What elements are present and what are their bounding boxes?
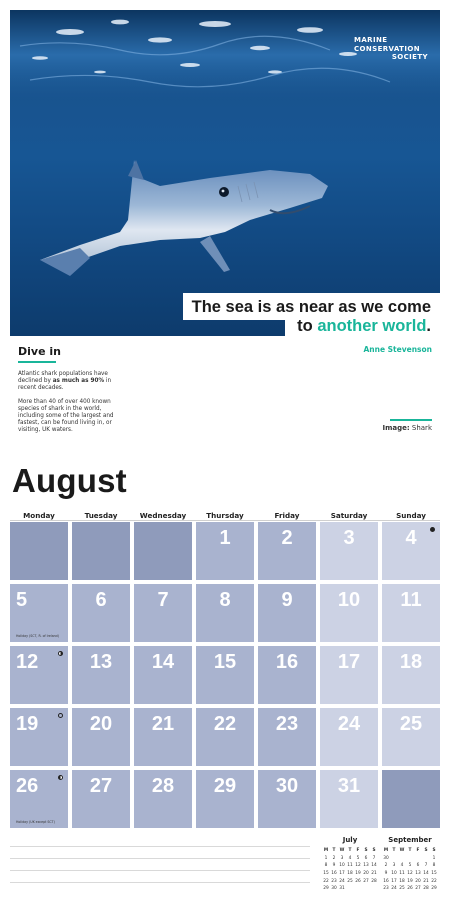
quote-line-2-end: .	[426, 317, 431, 335]
weekday-sunday: Sunday	[396, 511, 426, 520]
day-number: 3	[343, 527, 355, 549]
day-cell-31	[320, 770, 378, 828]
day-number: 11	[400, 589, 422, 611]
holiday-note: Holiday (SCT, R. of Ireland)	[16, 634, 59, 638]
day-cell-12	[10, 646, 68, 704]
new-moon-icon	[430, 527, 435, 532]
weekday-wednesday: Wednesday	[139, 511, 187, 520]
day-number: 16	[275, 651, 299, 673]
day-number: 2	[281, 527, 293, 549]
day-cell-19	[10, 708, 68, 766]
day-number: 28	[151, 775, 175, 797]
day-number: 14	[151, 651, 175, 673]
day-cell-11	[382, 584, 440, 642]
day-cell-14	[134, 646, 192, 704]
day-cell-13	[72, 646, 130, 704]
day-cell-29	[196, 770, 254, 828]
day-number: 13	[89, 651, 113, 673]
image-credit: Image: Shark	[382, 424, 432, 432]
day-cell-8	[196, 584, 254, 642]
day-number: 17	[337, 651, 361, 673]
day-cell-30	[258, 770, 316, 828]
month-title: August	[12, 462, 127, 499]
day-number: 19	[16, 713, 39, 735]
day-cell-7	[134, 584, 192, 642]
weekday-divider	[10, 520, 440, 521]
notes-line	[10, 882, 310, 883]
quote-author: Anne Stevenson	[363, 345, 432, 354]
day-number: 23	[275, 713, 299, 735]
day-number: 26	[16, 775, 39, 797]
weekday-saturday: Saturday	[330, 511, 368, 520]
dive-in-rule	[18, 361, 56, 363]
quote-line-2-start: to	[297, 317, 318, 335]
day-cell-18	[382, 646, 440, 704]
mini-calendar-title: July	[342, 836, 358, 844]
day-cell-1	[196, 522, 254, 580]
holiday-note: Holiday (UK except SCT)	[16, 820, 55, 824]
empty-day-cell	[382, 770, 440, 828]
day-cell-20	[72, 708, 130, 766]
day-cell-5	[10, 584, 68, 642]
mini-calendar-july	[322, 836, 378, 893]
day-number: 10	[337, 589, 361, 611]
day-number: 24	[337, 713, 361, 735]
marine-conservation-society-logo: MARINE CONSERVATION SOCIETY	[354, 36, 428, 61]
weekday-monday: Monday	[23, 511, 55, 520]
day-cell-15	[196, 646, 254, 704]
dive-in-title: Dive in	[18, 345, 61, 358]
day-number: 9	[281, 589, 293, 611]
day-cell-28	[134, 770, 192, 828]
day-cell-17	[320, 646, 378, 704]
day-number: 21	[151, 713, 175, 735]
day-cell-21	[134, 708, 192, 766]
day-number: 20	[89, 713, 113, 735]
day-cell-22	[196, 708, 254, 766]
weekday-friday: Friday	[274, 511, 300, 520]
dive-in-paragraph-2: More than 40 of over 400 known species of shark in the world, including some of the largest and fastest, can be found living in, or visiting, UK waters.	[18, 398, 114, 434]
first-quarter-icon	[58, 651, 63, 656]
day-number: 12	[16, 651, 39, 673]
day-number: 6	[95, 589, 107, 611]
day-number: 30	[275, 775, 299, 797]
dive-in-text	[18, 371, 118, 441]
last-quarter-icon	[58, 775, 63, 780]
day-cell-25	[382, 708, 440, 766]
shark-photo	[10, 10, 440, 336]
day-cell-6	[72, 584, 130, 642]
day-number: 5	[16, 589, 28, 611]
credit-rule	[390, 419, 432, 421]
day-cell-26	[10, 770, 68, 828]
quote-line-1: The sea is as near as we come	[183, 293, 440, 320]
day-number: 27	[89, 775, 113, 797]
weekday-thursday: Thursday	[206, 511, 244, 520]
notes-line	[10, 846, 310, 847]
day-number: 8	[219, 589, 231, 611]
full-moon-icon	[58, 713, 63, 718]
day-number: 15	[213, 651, 237, 673]
quote-highlight: another world	[317, 317, 427, 335]
empty-day-cell	[72, 522, 130, 580]
mini-calendar-table: M T W T F S S 1 2 3 4 5 6 7 8 9 10 11 12 13 14 15 16 17 18 19 20 21 22 23 24 25 26 27 28 29 30 31	[323, 848, 377, 892]
day-number: 7	[157, 589, 169, 611]
day-cell-16	[258, 646, 316, 704]
day-cell-10	[320, 584, 378, 642]
day-number: 1	[219, 527, 231, 549]
notes-line	[10, 858, 310, 859]
day-number: 31	[337, 775, 361, 797]
day-cell-4	[382, 522, 440, 580]
day-number: 22	[213, 713, 237, 735]
notes-line	[10, 870, 310, 871]
empty-day-cell	[10, 522, 68, 580]
mini-calendar-september	[382, 836, 438, 893]
day-cell-3	[320, 522, 378, 580]
day-cell-27	[72, 770, 130, 828]
day-cell-9	[258, 584, 316, 642]
day-number: 29	[213, 775, 237, 797]
day-cell-23	[258, 708, 316, 766]
empty-day-cell	[134, 522, 192, 580]
quote-line-2	[285, 316, 440, 337]
day-cell-2	[258, 522, 316, 580]
mini-calendar-table: M T W T F S S 30 1 2 3 4 5 6 7 8 9 10 11 12 13 14 15 16 17 18 19 20 21 22 23 24 25 26 27 28 29	[383, 848, 437, 892]
day-number: 4	[405, 527, 417, 549]
day-number: 25	[399, 713, 423, 735]
mini-calendar-title: September	[388, 836, 432, 844]
day-cell-24	[320, 708, 378, 766]
weekday-tuesday: Tuesday	[84, 511, 118, 520]
day-number: 18	[399, 651, 423, 673]
dive-in-paragraph-1: Atlantic shark populations have declined by as much as 90% in recent decades.	[18, 371, 112, 392]
